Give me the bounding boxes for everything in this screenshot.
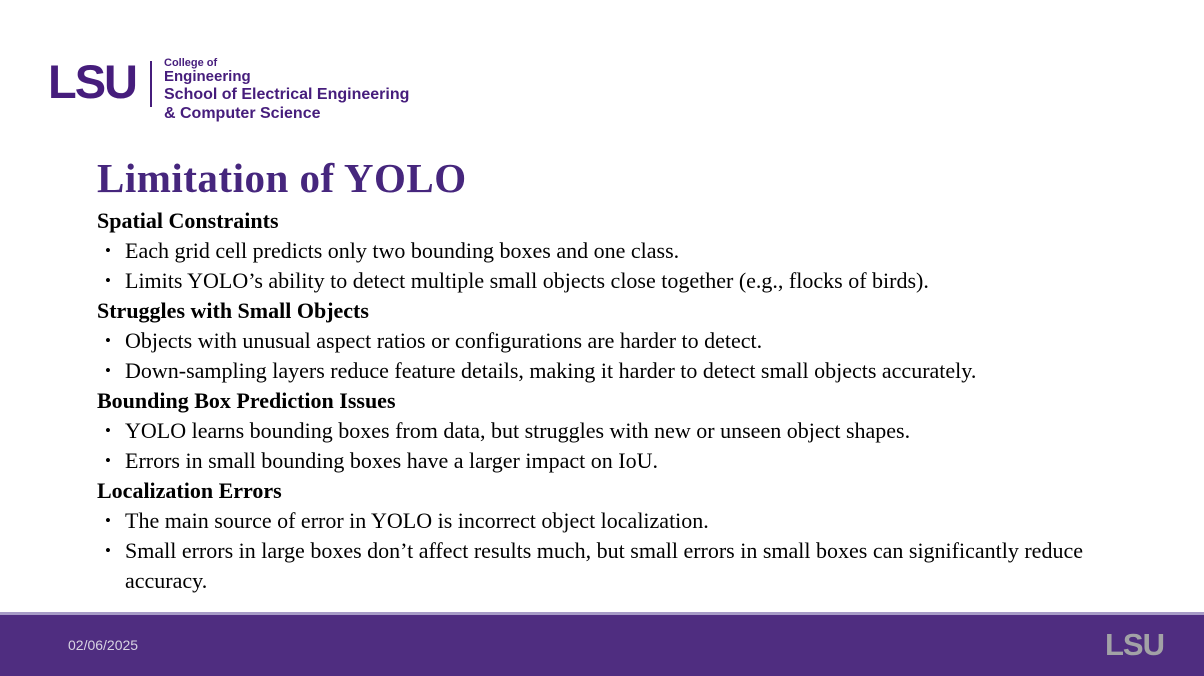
bullet-marker: • <box>105 421 111 440</box>
list-item <box>97 506 1167 536</box>
list-item <box>97 326 1167 356</box>
page-title: Limitation of YOLO <box>97 155 467 202</box>
bullet-text: Down-sampling layers reduce feature details, making it harder to detect small objects accurately. <box>125 358 977 383</box>
logo-school-line1: School of Electrical Engineering <box>164 86 410 103</box>
lsu-logo-icon: LSU <box>48 55 136 108</box>
lsu-footer-logo-icon: LSU <box>1105 627 1164 662</box>
bullet-text: Errors in small bounding boxes have a larger impact on IoU. <box>125 448 658 473</box>
bullet-text: Limits YOLO’s ability to detect multiple small objects close together (e.g., flocks of birds). <box>125 268 929 293</box>
bullet-marker: • <box>105 361 111 380</box>
bullet-marker: • <box>105 541 111 560</box>
bullet-marker: • <box>105 511 111 530</box>
section-heading: Bounding Box Prediction Issues <box>97 388 396 413</box>
lsu-header-logo <box>48 57 409 123</box>
list-item <box>97 416 1167 446</box>
section-localization-errors <box>97 476 1167 596</box>
section-spatial-constraints <box>97 206 1167 296</box>
logo-divider <box>150 61 152 107</box>
logo-college-prefix: College of <box>164 57 218 69</box>
logo-college-name: Engineering <box>164 68 251 85</box>
logo-school-line2: & Computer Science <box>164 105 321 122</box>
bullet-text: YOLO learns bounding boxes from data, but struggles with new or unseen object shapes. <box>125 418 911 443</box>
section-heading: Spatial Constraints <box>97 208 279 233</box>
bullet-marker: • <box>105 331 111 350</box>
section-bbox-prediction <box>97 386 1167 476</box>
list-item <box>97 446 1167 476</box>
section-small-objects <box>97 296 1167 386</box>
bullet-marker: • <box>105 451 111 470</box>
list-item <box>97 266 1167 296</box>
bullet-text: Each grid cell predicts only two bounding boxes and one class. <box>125 238 680 263</box>
slide-body <box>97 206 1167 596</box>
bullet-marker: • <box>105 241 111 260</box>
bullet-text: The main source of error in YOLO is incorrect object localization. <box>125 508 709 533</box>
list-item <box>97 236 1167 266</box>
section-heading: Localization Errors <box>97 478 282 503</box>
footer-bar <box>0 612 1204 676</box>
list-item <box>97 536 1167 596</box>
logo-text-block <box>164 57 409 123</box>
list-item <box>97 356 1167 386</box>
bullet-marker: • <box>105 271 111 290</box>
bullet-text: Small errors in large boxes don’t affect results much, but small errors in small boxes can significantly reduce accuracy. <box>125 538 1083 593</box>
section-heading: Struggles with Small Objects <box>97 298 369 323</box>
bullet-text: Objects with unusual aspect ratios or configurations are harder to detect. <box>125 328 763 353</box>
footer-date: 02/06/2025 <box>68 637 139 653</box>
